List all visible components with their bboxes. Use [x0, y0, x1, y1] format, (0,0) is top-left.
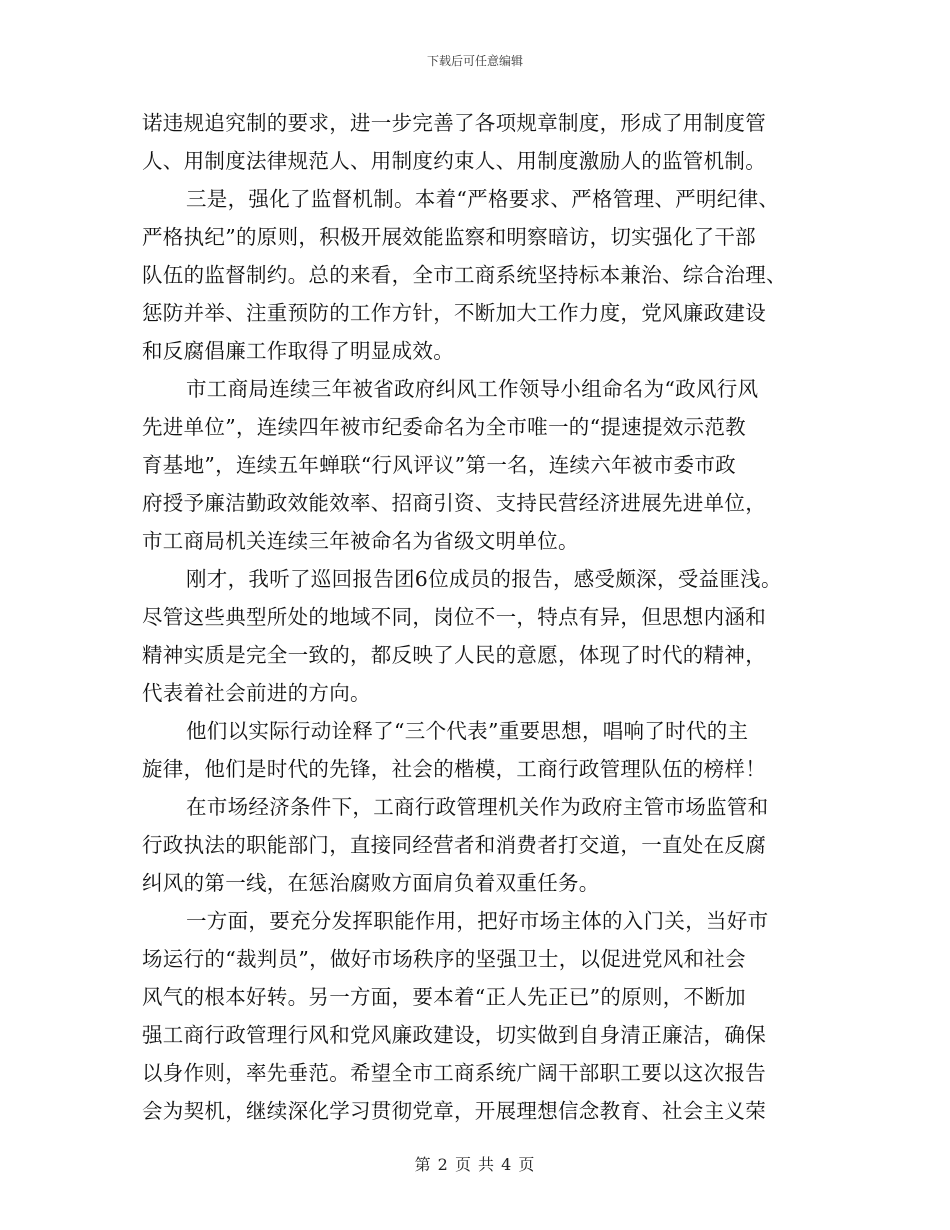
text-line: 严格执纪”的原则，积极开展效能监察和明察暗访，切实强化了干部 [142, 225, 756, 249]
text-line: 会为契机，继续深化学习贯彻党章，开展理想信念教育、社会主义荣 [142, 1099, 766, 1123]
text-line: 三是，强化了监督机制。本着“严格要求、严格管理、严明纪律、 [186, 187, 780, 211]
text-line: 场运行的“裁判员”，做好市场秩序的坚强卫士，以促进党风和社会 [142, 947, 746, 971]
text-line: 尽管这些典型所处的地域不同，岗位不一，特点有异，但思想内涵和 [142, 605, 766, 629]
text-line: 刚才，我听了巡回报告团6位成员的报告，感受颇深，受益匪浅。 [186, 567, 782, 591]
text-line: 市工商局连续三年被省政府纠风工作领导小组命名为“政风行风 [186, 377, 759, 401]
text-line: 先进单位”，连续四年被市纪委命名为全市唯一的“提速提效示范教 [142, 415, 746, 439]
text-line: 育基地”，连续五年蝉联“行风评议”第一名，连续六年被市委市政 [142, 453, 736, 477]
text-line: 代表着社会前进的方向。 [142, 681, 371, 705]
page-header: 下载后可任意编辑 [426, 54, 523, 68]
text-line: 精神实质是完全一致的，都反映了人民的意愿，体现了时代的精神， [142, 643, 766, 667]
text-line: 和反腐倡廉工作取得了明显成效。 [142, 339, 454, 363]
text-line: 以身作则，率先垂范。希望全市工商系统广阔干部职工要以这次报告 [142, 1061, 766, 1085]
text-line: 诺违规追究制的要求，进一步完善了各项规章制度，形成了用制度管 [142, 111, 766, 135]
text-line: 风气的根本好转。另一方面，要本着“正人先正已”的原则，不断加 [142, 985, 746, 1009]
text-line: 在市场经济条件下，工商行政管理机关作为政府主管市场监管和 [186, 795, 769, 819]
text-line: 纠风的第一线，在惩治腐败方面肩负着双重任务。 [142, 871, 600, 895]
page-number: 第 2 页 共 4 页 [414, 1155, 536, 1174]
text-line: 旋律，他们是时代的先锋，社会的楷模，工商行政管理队伍的榜样！ [142, 757, 766, 781]
document-body [142, 104, 812, 1130]
text-line: 人、用制度法律规范人、用制度约束人、用制度激励人的监管机制。 [142, 149, 766, 173]
text-line: 惩防并举、注重预防的工作方针，不断加大工作力度，党风廉政建设 [142, 301, 766, 325]
text-line: 一方面，要充分发挥职能作用，把好市场主体的入门关，当好市 [186, 909, 769, 933]
text-line: 府授予廉洁勤政效能效率、招商引资、支持民营经济进展先进单位， [142, 491, 766, 515]
text-line: 市工商局机关连续三年被命名为省级文明单位。 [142, 529, 579, 553]
text-line: 队伍的监督制约。总的来看，全市工商系统坚持标本兼治、综合治理、 [142, 263, 787, 287]
text-line: 强工商行政管理行风和党风廉政建设，切实做到自身清正廉洁，确保 [142, 1023, 766, 1047]
text-line: 行政执法的职能部门，直接同经营者和消费者打交道，一直处在反腐 [142, 833, 766, 857]
text-line: 他们以实际行动诠释了“三个代表”重要思想，唱响了时代的主 [186, 719, 749, 743]
